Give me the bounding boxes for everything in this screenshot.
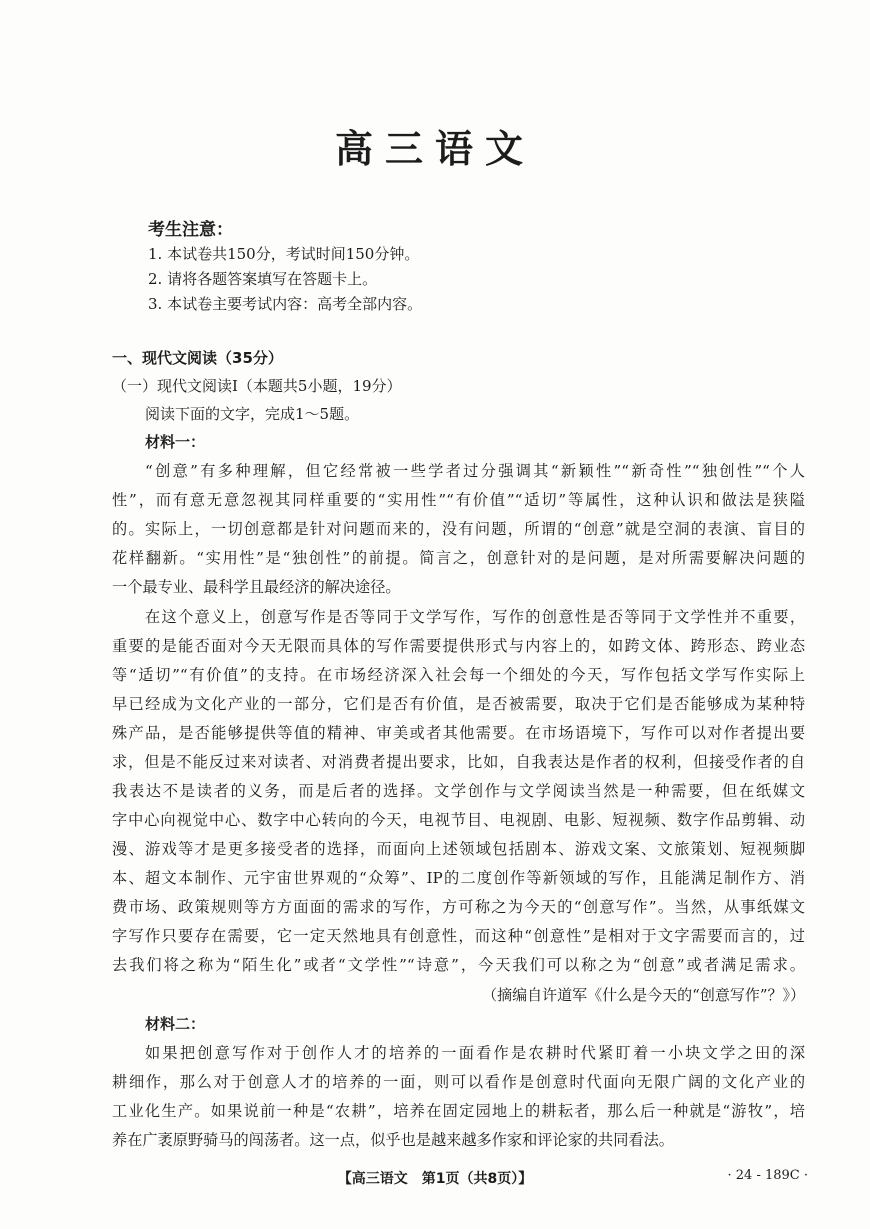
- paragraph-line: 漫、游戏等才是更多接受者的选择，而面向上述领域包括剧本、游戏文案、文旅策划、短视频脚: [112, 840, 805, 858]
- paragraph-line: 去我们将之称为“陌生化”或者“文学性”“诗意”，今天我们可以称之为“创意”或者满足需求。: [112, 956, 805, 974]
- paragraph-line: 耕细作，那么对于创意人才的培养的一面，则可以看作是创意时代面向无限广阔的文化产业的: [112, 1073, 805, 1091]
- paragraph-line: 花样翻新。“实用性”是“独创性”的前提。简言之，创意针对的是问题，是对所需要解决问题的: [112, 549, 805, 567]
- page-footer: 【高三语文 第1页（共8页）】: [337, 1171, 533, 1187]
- paragraph-line: 本、超文本制作、元宇宙世界观的“众筹”、IP的二度创作等新领域的写作，且能满足制作方、消: [112, 869, 805, 887]
- paragraph-line: 的。实际上，一切创意都是针对问题而来的，没有问题，所谓的“创意”就是空洞的表演、盲目的: [112, 520, 805, 538]
- paragraph-line: 字中心向视觉中心、数字中心转向的今天，电视节目、电视剧、电影、短视频、数字作品剪辑、动: [112, 811, 805, 829]
- paragraph-line: 养在广袤原野骑马的闯荡者。这一点，似乎也是越来越多作家和评论家的共同看法。: [112, 1131, 674, 1149]
- paragraph-line: 等“适切”“有价值”的支持。在市场经济深入社会每一个细处的今天，写作包括文学写作实际上: [112, 666, 805, 684]
- paragraph-line: 费市场、政策规则等方方面面的需求的写作，方可称之为今天的“创意写作”。当然，从事纸媒文: [112, 898, 805, 916]
- paper-code: · 24 - 189C ·: [727, 1168, 808, 1183]
- paragraph-line: 殊产品，是否能够提供等值的精神、审美或者其他需要。在市场语境下，写作可以对作者提出要: [112, 724, 805, 742]
- material-label: 材料二：: [145, 1015, 206, 1033]
- paragraph-line: 在这个意义上，创意写作是否等同于文学写作，写作的创意性是否等同于文学性并不重要，: [145, 608, 805, 626]
- subsection-heading: （一）现代文阅读Ⅰ（本题共5小题，19分）: [112, 377, 402, 395]
- paragraph-line: 如果把创意写作对于创作人才的培养的一面看作是农耕时代紧盯着一小块文学之田的深: [145, 1044, 805, 1062]
- notice-item: 2. 请将各题答案填写在答题卡上。: [148, 270, 378, 288]
- instruction: 阅读下面的文字，完成1～5题。: [145, 405, 360, 423]
- paragraph-line: 我表达不是读者的义务，而是后者的选择。文学创作与文学阅读当然是一种需要，但在纸媒文: [112, 782, 805, 800]
- paragraph-line: 重要的是能否面对今天无限而具体的写作需要提供形式与内容上的，如跨文体、跨形态、跨业态: [112, 637, 805, 655]
- notice-heading: 考生注意：: [148, 220, 233, 240]
- section-heading: 一、现代文阅读（35分）: [112, 349, 283, 367]
- paragraph-line: “创意”有多种理解，但它经常被一些学者过分强调其“新颖性”“新奇性”“独创性”“个人: [145, 462, 805, 480]
- paragraph-line: 性”，而有意无意忽视其同样重要的“实用性”“有价值”“适切”等属性，这种认识和做法是狭隘: [112, 491, 805, 509]
- notice-item: 1. 本试卷共150分，考试时间150分钟。: [148, 245, 420, 263]
- source-citation: （摘编自许道军《什么是今天的“创意写作”？》）: [482, 986, 805, 1004]
- paragraph-line: 求，但是不能反过来对读者、对消费者提出要求，比如，自我表达是作者的权利，但接受作者的自: [112, 753, 805, 771]
- page-title: 高三语文: [334, 127, 535, 171]
- paragraph-line: 早已经成为文化产业的一部分，它们是否有价值，是否被需要，取决于它们是否能够成为某种特: [112, 695, 805, 713]
- paragraph-line: 一个最专业、最科学且最经济的解决途径。: [112, 578, 401, 596]
- paragraph-line: 字写作只要存在需要，它一定天然地具有创意性，而这种“创意性”是相对于文字需要而言的，过: [112, 927, 805, 945]
- paragraph-line: 工业化生产。如果说前一种是“农耕”，培养在固定园地上的耕耘者，那么后一种就是“游牧”，培: [112, 1102, 805, 1120]
- notice-item: 3. 本试卷主要考试内容：高考全部内容。: [148, 295, 423, 313]
- material-label: 材料一：: [145, 433, 206, 451]
